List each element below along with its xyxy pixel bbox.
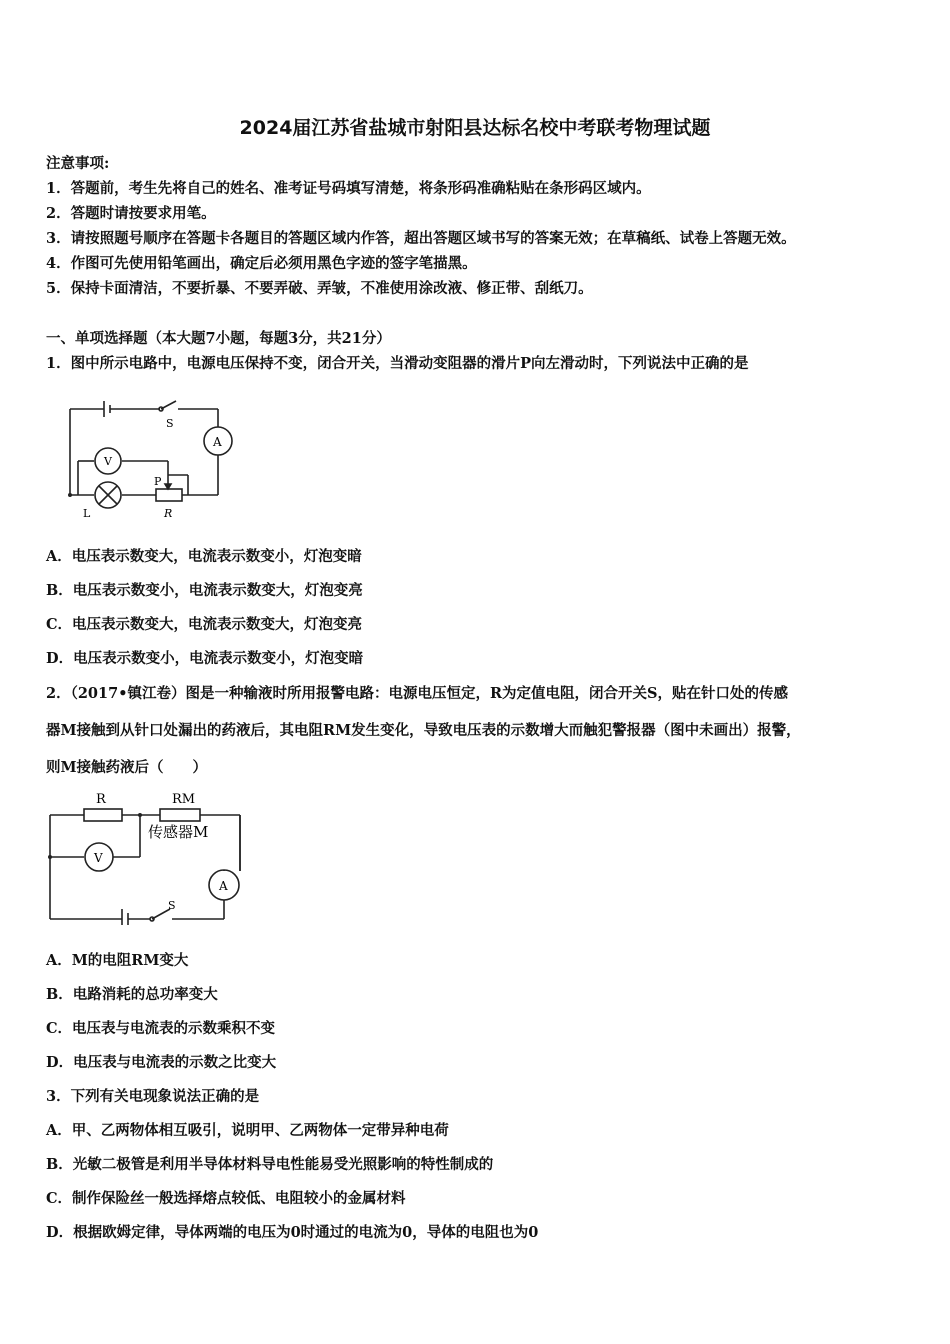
resistor-r-icon: [84, 809, 122, 821]
sensor-resistor-icon: [160, 809, 200, 821]
notice-heading: 注意事项:: [46, 155, 110, 172]
question-3-stem: 3．下列有关电现象说法正确的是: [46, 1088, 260, 1105]
slider-label: P: [154, 475, 162, 488]
question-2-stem-line1: 2．（2017•镇江卷）图是一种输液时所用报警电路：电源电压恒定，R为定值电阻，闭合开关S，贴在针口处的传感: [46, 685, 788, 702]
notice-item: 5．保持卡面清洁，不要折暴、不要弄破、弄皱，不准使用涂改液、修正带、刮纸刀。: [46, 280, 593, 297]
lamp-label: L: [83, 507, 91, 520]
switch-blade-icon: [161, 401, 176, 409]
ammeter-label: A: [219, 879, 228, 893]
ammeter-label: A: [213, 435, 222, 449]
q1-option-c: C．电压表示数变大，电流表示数变大，灯泡变亮: [46, 616, 363, 633]
q3-option-b: B．光敏二极管是利用半导体材料导电性能易受光照影响的特性制成的: [46, 1156, 494, 1173]
section-heading: 一、单项选择题（本大题7小题，每题3分，共21分）: [46, 330, 391, 347]
notice-item: 4．作图可先使用铅笔画出，确定后必须用黑色字迹的签字笔描黑。: [46, 255, 477, 272]
switch-label: S: [168, 899, 176, 912]
q2-option-c: C．电压表与电流表的示数乘积不变: [46, 1020, 276, 1037]
q2-circuit-diagram: [44, 785, 249, 925]
sensor-label: 传感器M: [148, 823, 209, 841]
rheostat-icon: [156, 489, 182, 501]
q1-option-b: B．电压表示数变小，电流表示数变大，灯泡变亮: [46, 582, 363, 599]
page-title: 2024届江苏省盐城市射阳县达标名校中考联考物理试题: [239, 117, 711, 139]
question-2-stem-line2: 器M接触到从针口处漏出的药液后，其电阻RM发生变化，导致电压表的示数增大而触犯警报器（图中未画出）报警，: [46, 722, 801, 739]
q2-option-a: A．M的电阻RM变大: [46, 952, 189, 969]
switch-label: S: [166, 417, 174, 430]
voltmeter-label: V: [104, 455, 112, 468]
q3-option-c: C．制作保险丝一般选择熔点较低、电阻较小的金属材料: [46, 1190, 406, 1207]
resistor-r-label: R: [96, 792, 106, 807]
q3-option-d: D．根据欧姆定律，导体两端的电压为0时通过的电流为0，导体的电阻也为0: [46, 1224, 539, 1241]
q2-option-b: B．电路消耗的总功率变大: [46, 986, 218, 1003]
q1-option-d: D．电压表示数变小，电流表示数变小，灯泡变暗: [46, 650, 364, 667]
notice-item: 2．答题时请按要求用笔。: [46, 205, 216, 222]
rheostat-label: R: [164, 507, 173, 520]
question-2-stem-line3: 则M接触药液后（ ）: [46, 759, 208, 776]
sensor-resistor-label: RM: [172, 792, 196, 807]
question-1-stem: 1．图中所示电路中，电源电压保持不变，闭合开关，当滑动变阻器的滑片P向左滑动时，下列说法中正确的是: [46, 355, 749, 372]
voltmeter-label: V: [94, 851, 103, 865]
q3-option-a: A．甲、乙两物体相互吸引，说明甲、乙两物体一定带异种电荷: [46, 1122, 449, 1139]
notice-item: 3．请按照题号顺序在答题卡各题目的答题区域内作答，超出答题区域书写的答案无效；在草稿纸、试卷上答题无效。: [46, 230, 796, 247]
notice-item: 1．答题前，考生先将自己的姓名、准考证号码填写清楚，将条形码准确粘贴在条形码区域内。: [46, 180, 651, 197]
q1-circuit-diagram: [60, 395, 250, 525]
q2-option-d: D．电压表与电流表的示数之比变大: [46, 1054, 277, 1071]
q1-option-a: A．电压表示数变大，电流表示数变小，灯泡变暗: [46, 548, 362, 565]
